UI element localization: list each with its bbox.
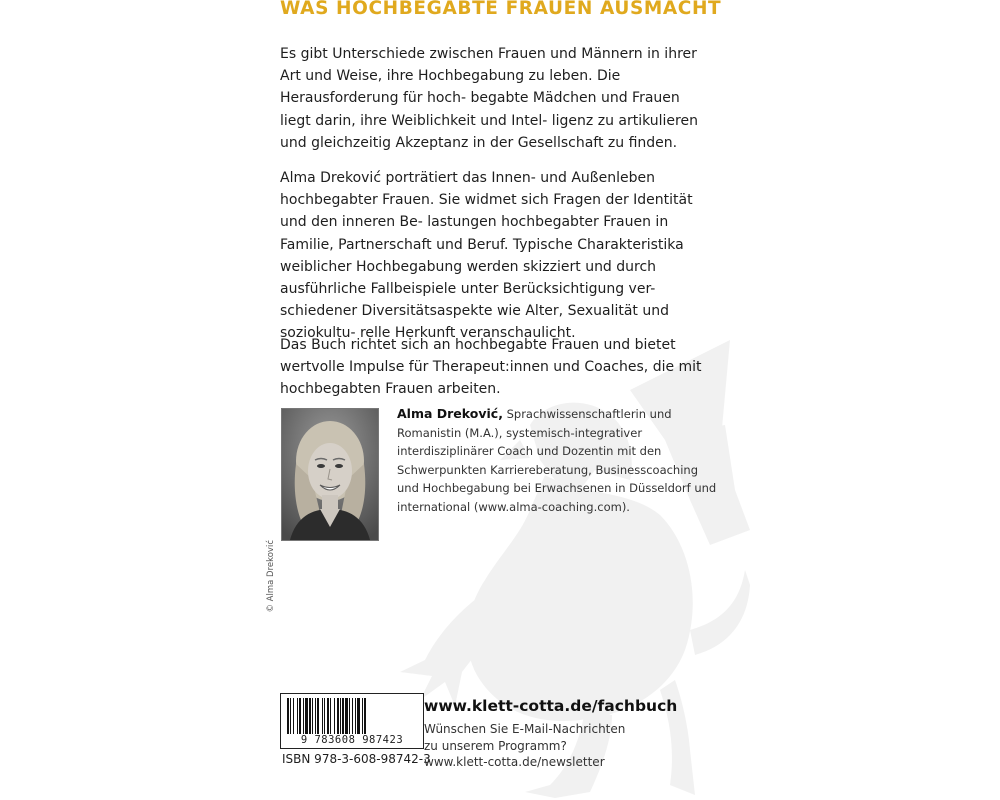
- photo-credit-text: © Alma Dreković: [266, 540, 276, 613]
- barcode-digits: 9 783608 987423: [282, 734, 422, 747]
- barcode-bar: [309, 698, 311, 738]
- barcode-bar: [352, 698, 353, 738]
- barcode-bar: [293, 698, 294, 738]
- photo-credit: [266, 540, 278, 670]
- author-portrait: [281, 408, 379, 541]
- barcode-bar: [297, 698, 298, 738]
- barcode-bar: [324, 698, 325, 738]
- portrait-icon: [282, 409, 378, 540]
- barcode-bar: [364, 698, 366, 738]
- barcode-bar: [345, 698, 348, 738]
- barcode-bar: [355, 698, 356, 738]
- newsletter-line: Wünschen Sie E-Mail-Nachrichten: [424, 722, 626, 736]
- intro-paragraph: Es gibt Unterschiede zwischen Frauen und Männern in ihrer Art und Weise, ihre Hochbegabung zu leben. Die Herausforderung für hoch- begabte Mädchen und Frauen liegt darin, ihre Weiblichkeit und Intel- ligenz zu artikulieren und gleichzeitig Akzeptanz in der Gesellschaft zu finden.: [280, 46, 698, 151]
- publisher-url[interactable]: www.klett-cotta.de/fachbuch: [424, 697, 678, 715]
- barcode-bar: [349, 698, 350, 738]
- barcode-bar: [330, 698, 331, 738]
- barcode-bar: [312, 698, 313, 738]
- cover-title: WAS HOCHBEGABTE FRAUEN AUSMACHT: [280, 0, 722, 19]
- audience-paragraph: Das Buch richtet sich an hochbegabte Frauen und bietet wertvolle Impulse für Therapeut:innen und Coaches, die mit hochbegabten Frauen arbeiten.: [280, 337, 702, 398]
- barcode-bar: [337, 698, 339, 738]
- newsletter-line: zu unserem Programm?: [424, 738, 567, 753]
- barcode-bar: [340, 698, 341, 738]
- description-paragraph: Alma Dreković porträtiert das Innen- und Außenleben hochbegabter Frauen. Sie widmet sich Fragen der Identität und den inneren Be- lastungen hochbegabter Frauen in Familie, Partnerschaft und Beruf. Typische Charakteristika weiblicher Hochbegabung werden skizziert und durch ausführliche Fallbeispiele unter Berücksichtigung ver- schiedener Diversitätsaspekte wie Alter, Sexualität und soziokultu- relle Herkunft veranschaulicht.: [280, 170, 693, 342]
- barcode-bar: [334, 698, 335, 738]
- barcode-bar: [322, 698, 323, 738]
- newsletter-link[interactable]: www.klett-cotta.de/newsletter: [424, 755, 605, 769]
- barcode-bar: [315, 698, 316, 738]
- barcode-bar: [290, 698, 291, 738]
- author-bio: [397, 405, 717, 517]
- barcode-bar: [357, 698, 360, 738]
- barcode-bar: [299, 698, 301, 738]
- barcode-bar: [327, 698, 329, 738]
- isbn-number: ISBN 978-3-608-98742-3: [282, 752, 431, 766]
- barcode-bar: [342, 698, 344, 738]
- author-name: Alma Dreković,: [397, 406, 503, 421]
- newsletter-info: [424, 721, 625, 771]
- barcode-bar: [362, 698, 363, 738]
- barcode-bar: [303, 698, 304, 738]
- barcode-bar: [287, 698, 289, 738]
- author-bio-text: Sprachwissenschaftlerin und Romanistin (M.A.), systemisch-integrativer interdisziplinärer Coach und Dozentin mit den Schwerpunkten Karriereberatung, Businesscoaching und Hochbegabung bei Erwachsenen in Düsseldorf und international (www.alma-coaching.com).: [397, 407, 717, 514]
- barcode-bar: [305, 698, 308, 738]
- barcode-bar: [317, 698, 319, 738]
